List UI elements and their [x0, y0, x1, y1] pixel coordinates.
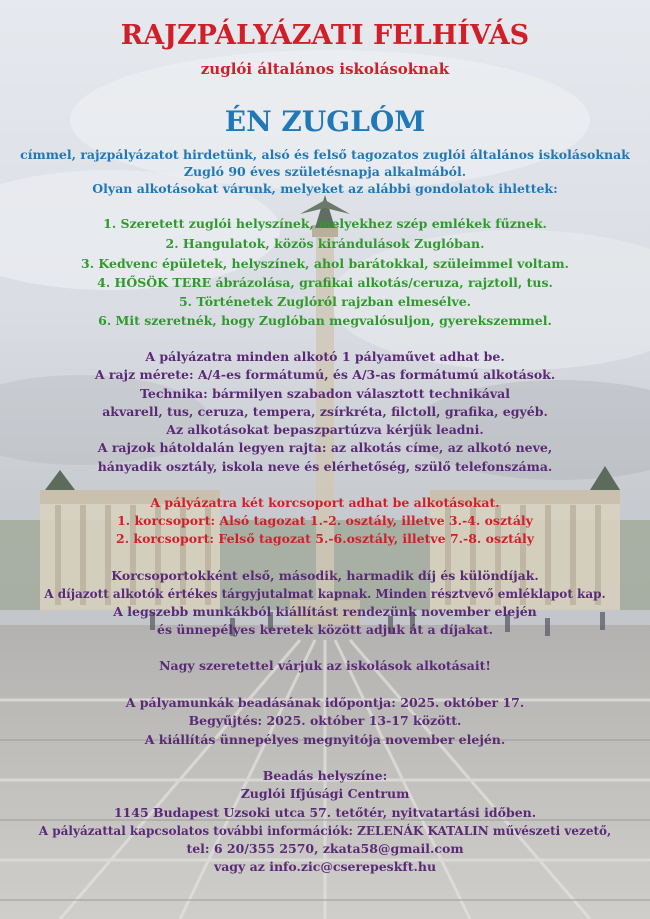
rule-line: A rajzok hátoldalán legyen rajta: az alkotás címe, az alkotó neve, [97, 440, 553, 455]
intro-line: Olyan alkotásokat várunk, melyeket az alábbi gondolatok ihlettek: [92, 181, 558, 196]
prize-line: A legszebb munkákból kiállítást rendezünk november elején [113, 604, 537, 619]
intro-line: Zugló 90 éves születésnapja alkalmából. [183, 164, 467, 179]
page-title: RAJZPÁLYÁZATI FELHÍVÁS [120, 20, 530, 51]
date-line: Begyűjtés: 2025. október 13-17 között. [188, 713, 462, 728]
contact-phone-email: tel: 6 20/355 2570, zkata58@gmail.com [186, 841, 464, 856]
contact-line: A pályázattal kapcsolatos további információk: ZELENÁK KATALIN művészeti vezető, [38, 824, 612, 838]
theme-item: 1. Szeretett zuglói helyszínek, melyekhez szép emlékek fűznek. [103, 216, 547, 231]
rule-line: A pályázatra minden alkotó 1 pályaművet adhat be. [145, 349, 505, 364]
contact-line: 1145 Budapest Uzsoki utca 57. tetőtér, nyitvatartási időben. [113, 805, 537, 820]
age-group-line: A pályázatra két korcsoport adhat be alkotásokat. [150, 495, 500, 510]
date-line: A kiállítás ünnepélyes megnyitója november elején. [144, 732, 506, 747]
theme-item: 5. Történetek Zuglóról rajzban elmesélve. [178, 294, 472, 309]
date-line: A pályamunkák beadásának időpontja: 2025. október 17. [125, 695, 525, 710]
age-group-line: 1. korcsoport: Alsó tagozat 1.-2. osztály, illetve 3.-4. osztály [117, 513, 533, 528]
page-subtitle: zuglói általános iskolásoknak [200, 60, 450, 78]
rule-line: A rajz mérete: A/4-es formátumú, és A/3-as formátumú alkotások. [94, 367, 556, 382]
theme-item: 6. Mit szeretnék, hogy Zuglóban megvalósuljon, gyerekszemmel. [98, 313, 552, 328]
contact-email: vagy az info.zic@cserepeskft.hu [213, 859, 437, 874]
invitation-text: Nagy szeretettel várjuk az iskolások alkotásait! [159, 658, 491, 673]
contact-line: Zuglói Ifjúsági Centrum [240, 786, 410, 801]
prize-line: A díjazott alkotók értékes tárgyjutalmat kapnak. Minden résztvevő emléklapot kap. [44, 587, 606, 601]
age-group-line: 2. korcsoport: Felső tagozat 5.-6.osztály, illetve 7.-8. osztály [116, 531, 534, 546]
theme-item: 3. Kedvenc épületek, helyszínek, ahol barátokkal, szüleimmel voltam. [81, 256, 569, 271]
rule-line: hányadik osztály, iskola neve és elérhetőség, szülő telefonszáma. [97, 459, 553, 474]
contact-line: Beadás helyszíne: [262, 768, 388, 783]
intro-line: címmel, rajzpályázatot hirdetünk, alsó és felső tagozatos zuglói általános iskolásoknak [20, 147, 630, 162]
theme-item: 2. Hangulatok, közös kirándulások Zuglóban. [165, 236, 485, 251]
rule-line: akvarell, tus, ceruza, tempera, zsírkréta, filctoll, grafika, egyéb. [102, 404, 548, 419]
prize-line: és ünnepélyes keretek között adjuk át a díjakat. [157, 622, 493, 637]
theme-item: 4. HŐSÖK TERE ábrázolása, grafikai alkotás/ceruza, rajztoll, tus. [97, 275, 553, 290]
contest-name: ÉN ZUGLÓM [224, 105, 426, 138]
prize-line: Korcsoportokként első, második, harmadik díj és különdíjak. [111, 568, 539, 583]
rule-line: Technika: bármilyen szabadon választott technikával [140, 386, 510, 401]
rule-line: Az alkotásokat bepaszpartúzva kérjük leadni. [166, 422, 484, 437]
